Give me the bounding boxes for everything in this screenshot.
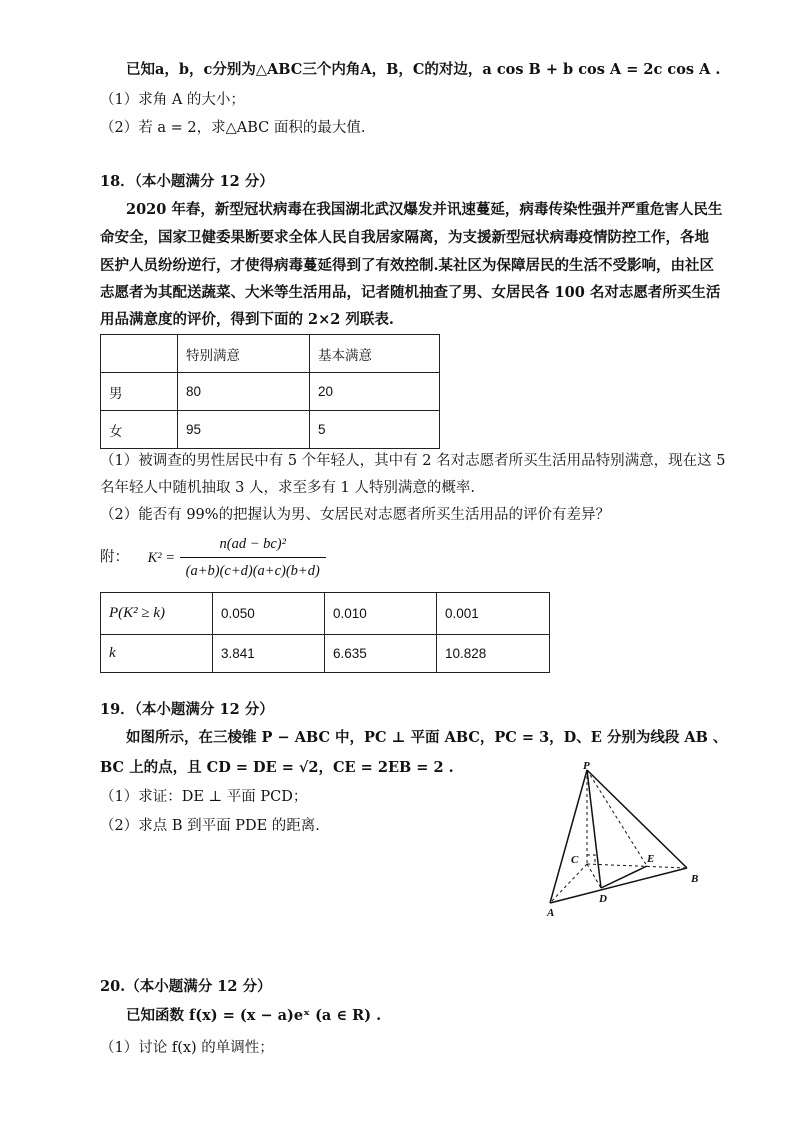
q18-part2: （2）能否有 99%的把握认为男、女居民对志愿者所买生活用品的评价有差异？ [100,507,611,523]
table-cell: 女 [101,411,178,449]
edge-AB [550,868,687,903]
q19-part2: （2）求点 B 到平面 PDE 的距离. [100,818,320,834]
vertex-label-P: P [583,760,590,772]
table-cell: 80 [178,373,310,411]
table-cell [101,335,178,373]
q19-stem-line2: BC 上的点，且 CD = DE = √2，CE = 2EB = 2 . [100,759,454,776]
vertex-label-B: B [691,873,699,885]
contingency-table [100,334,440,449]
vertex-label-C: C [571,854,579,866]
table-cell: P(K² ≥ k) [101,593,213,635]
table-cell: 0.001 [437,593,550,635]
table-cell: 20 [310,373,440,411]
q17-stem: 已知a，b，c分别为△ABC三个内角A，B，C的对边，a cos B + b cos A = 2c cos A . [126,61,721,78]
table-row [101,411,440,449]
q18-paragraph-line: 命安全，国家卫健委果断要求全体人民自我居家隔离，为支援新型冠状病毒疫情防控工作，各地 [100,229,709,246]
k-squared-formula [100,533,326,582]
table-cell: k [101,635,213,673]
q18-part1-line2: 名年轻人中随机抽取 3 人，求至多有 1 人特别满意的概率. [100,480,475,496]
q18-paragraph-line: 2020 年春，新型冠状病毒在我国湖北武汉爆发并讯速蔓延，病毒传染性强并严重危害人民生 [126,201,723,218]
table-cell: 6.635 [325,635,437,673]
critical-value-table [100,592,550,673]
q20-part1: （1）讨论 f(x) 的单调性； [100,1040,274,1056]
formula-numerator: n(ad − bc)² [180,533,326,558]
formula-fraction [180,533,326,582]
table-cell: 男 [101,373,178,411]
q17-part2: （2）若 a = 2，求△ABC 面积的最大值. [100,120,366,136]
table-header-cell: 基本满意 [310,335,440,373]
table-cell: 3.841 [213,635,325,673]
vertex-label-E: E [647,853,655,865]
q18-paragraph-line: 用品满意度的评价，得到下面的 2×2 列联表. [100,311,394,328]
q20-header: 20.（本小题满分 12 分） [100,978,272,995]
table-cell: 10.828 [437,635,550,673]
q19-stem-line1: 如图所示，在三棱锥 P − ABC 中，PC ⊥ 平面 ABC，PC = 3，D、E 分别为线段 AB 、 [126,729,728,746]
table-header-cell: 特别满意 [178,335,310,373]
formula-denominator: (a+b)(c+d)(a+c)(b+d) [185,563,320,579]
table-cell: 0.050 [213,593,325,635]
vertex-label-A: A [547,907,555,919]
edge-CB [587,864,687,868]
vertex-label-D: D [599,893,607,905]
q20-stem: 已知函数 f(x) = (x − a)eˣ (a ∈ R) . [126,1007,382,1024]
edge-PB [587,770,687,868]
table-row [101,373,440,411]
table-row [101,635,550,673]
tetrahedron-figure [545,760,705,920]
edge-PD [587,770,601,888]
q19-part1: （1）求证：DE ⊥ 平面 PCD； [100,789,308,805]
q19-header: 19．（本小题满分 12 分） [100,701,274,718]
table-cell: 0.010 [325,593,437,635]
table-row [101,593,550,635]
q18-paragraph-line: 志愿者为其配送蔬菜、大米等生活用品，记者随机抽查了男、女居民各 100 名对志愿者所买生活 [100,284,721,301]
formula-lhs: K² = [147,549,176,566]
table-cell: 95 [178,411,310,449]
q18-header: 18．（本小题满分 12 分） [100,173,274,190]
right-angle-mark [587,855,595,864]
q18-part1-line1: （1）被调查的男性居民中有 5 个年轻人，其中有 2 名对志愿者所买生活用品特别满意，现在这 5 [100,453,726,469]
table-cell: 5 [310,411,440,449]
q18-paragraph-line: 医护人员纷纷逆行，才使得病毒蔓延得到了有效控制.某社区为保障居民的生活不受影响，由社区 [100,257,715,274]
q17-part1: （1）求角 A 的大小； [100,92,245,108]
table-header-row [101,335,440,373]
formula-prefix: 附： [100,549,129,566]
